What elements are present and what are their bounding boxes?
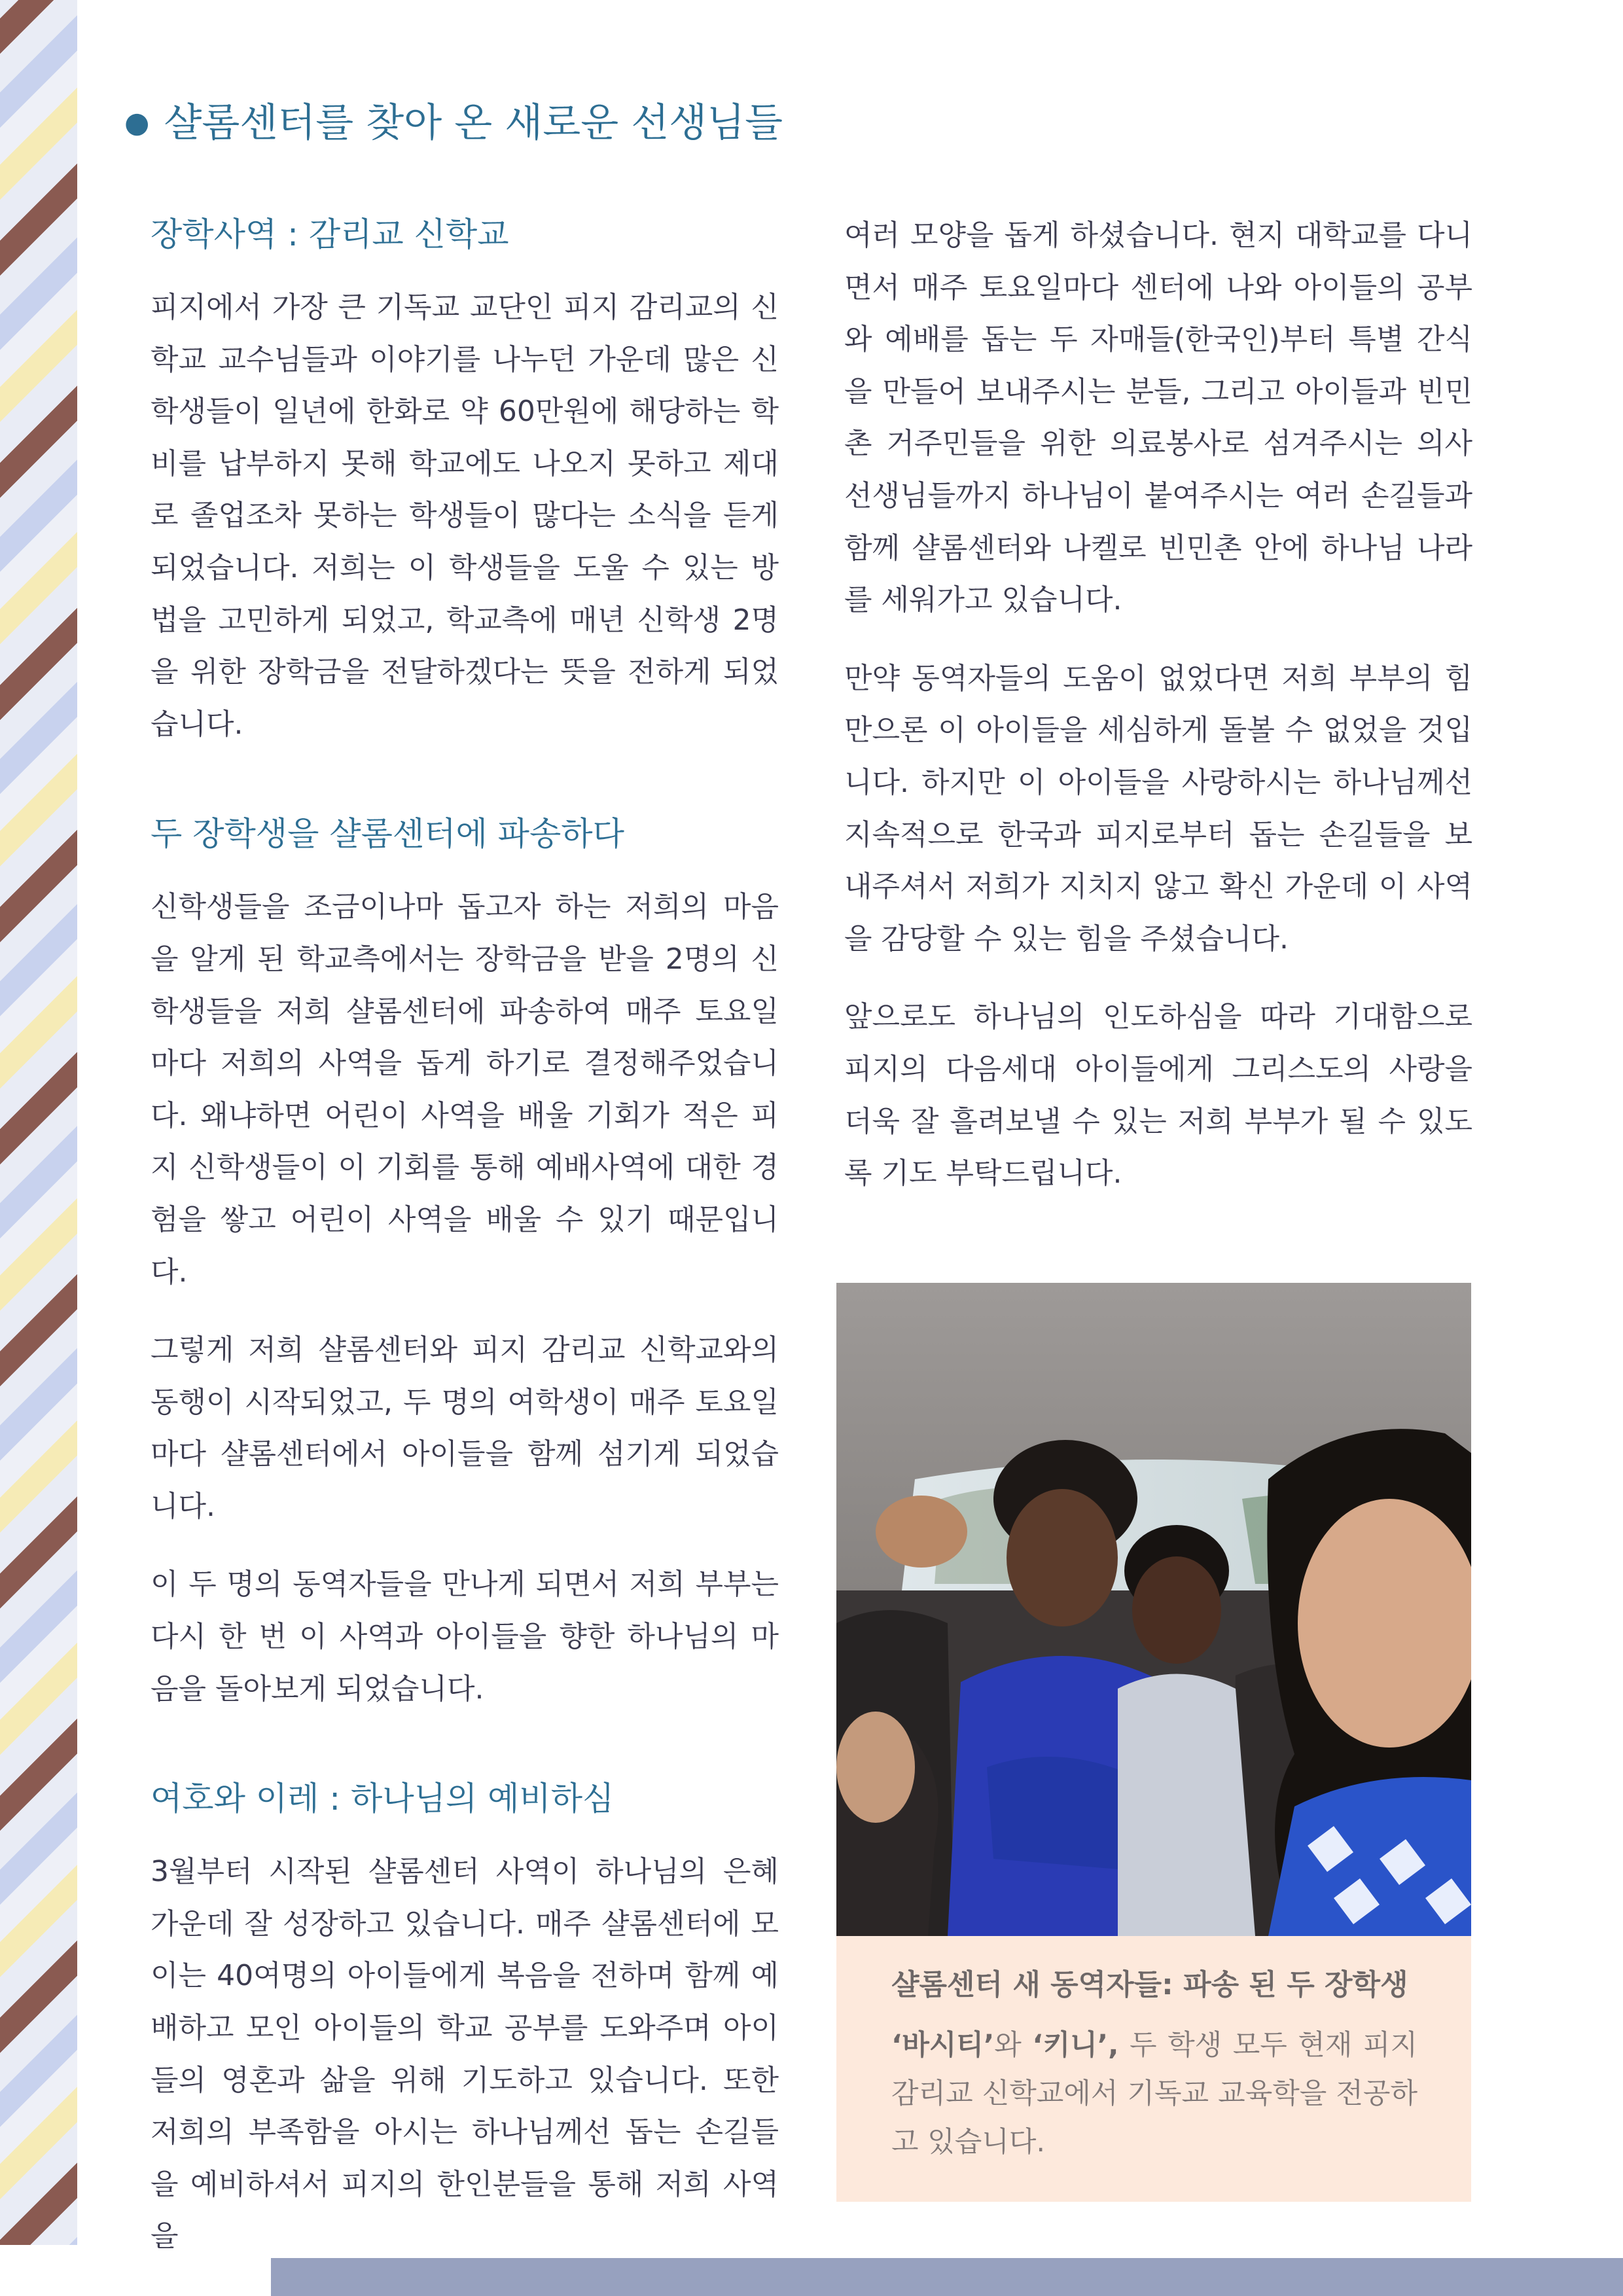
paragraph-provision: 3월부터 시작된 샬롬센터 사역이 하나님의 은혜 가운데 잘 성장하고 있습니다. 매주 샬롬센터에 모이는 40여명의 아이들에게 복음을 전하며 함께 예배하고 모인 아이들의 학교 공부를 도와주며 아이들의 영혼과 삶을 위해 기도하고 있습니다. 또한 저희의 부족함을 아시는 하나님께선 돕는 손길들을 예비하셔서 피지의 한인분들을 통해 저희 사역을 <box>151 1855 779 2253</box>
paragraph-helpers: 여러 모양을 돕게 하셨습니다. 현지 대학교를 다니면서 매주 토요일마다 센터에 나와 아이들의 공부와 예배를 돕는 두 자매들(한국인)부터 특별 간식을 만들어 보내주시는 분들, 그리고 아이들과 빈민촌 거주민들을 위한 의료봉사로 섬겨주시는 의사 선생님들까지 하나님이 붙여주시는 여러 손길들과 함께 샬롬센터와 나켈로 빈민촌 안에 하나님 나라를 세워가고 있습니다. <box>844 219 1472 617</box>
right-column <box>844 209 1472 1226</box>
footer-bar <box>271 2258 1623 2296</box>
paragraph-prayer-request: 앞으로도 하나님의 인도하심을 따라 기대함으로 피지의 다음세대 아이들에게 그리스도의 사랑을 더욱 잘 흘려보낼 수 있는 저희 부부가 될 수 있도록 기도 부탁드립니다. <box>844 1000 1472 1191</box>
paragraph-gratitude: 만약 동역자들의 도움이 없었다면 저희 부부의 힘만으론 이 아이들을 세심하게 돌볼 수 없었을 것입니다. 하지만 이 아이들을 사랑하시는 하나님께선 지속적으로 한국과 피지로부터 돕는 손길들을 보내주셔서 저희가 지치지 않고 확신 가운데 이 사역을 감당할 수 있는 힘을 주셨습니다. <box>844 661 1472 956</box>
paragraph-dispatch-2: 그렇게 저희 샬롬센터와 피지 감리교 신학교와의 동행이 시작되었고, 두 명의 여학생이 매주 토요일마다 샬롬센터에서 아이들을 함께 섬기게 되었습니다. <box>151 1333 779 1523</box>
photo-car-selfie <box>836 1283 1471 1936</box>
section-heading-dispatch: 두 장학생을 샬롬센터에 파송하다 <box>151 815 624 853</box>
caption-title: 샬롬센터 새 동역자들: 파송 된 두 장학생 <box>891 1968 1408 2001</box>
photo-caption <box>836 1936 1471 2202</box>
caption-name-vasiti: ‘바시티’ <box>891 2029 995 2062</box>
left-column <box>151 209 779 2289</box>
caption-conjunction: 와 <box>994 2029 1033 2062</box>
paragraph-dispatch-3: 이 두 명의 동역자들을 만나게 되면서 저희 부부는 다시 한 번 이 사역과 아이들을 향한 하나님의 마음을 돌아보게 되었습니다. <box>151 1568 779 1706</box>
bullet-icon: ● <box>124 106 150 139</box>
decorative-stripe-border <box>0 0 77 2245</box>
caption-body-text: 두 학생 모두 현재 피지 감리교 신학교에서 기독교 교육학을 전공하고 있습니다. <box>891 2029 1418 2159</box>
paragraph-scholarship: 피지에서 가장 큰 기독교 교단인 피지 감리교의 신학교 교수님들과 이야기를 나누던 가운데 많은 신학생들이 일년에 한화로 약 60만원에 해당하는 학비를 납부하지 못해 학교에도 나오지 못하고 제대로 졸업조차 못하는 학생들이 많다는 소식을 듣게 되었습니다. 저희는 이 학생들을 도울 수 있는 방법을 고민하게 되었고, 학교측에 매년 신학생 2명을 위한 장학금을 전달하겠다는 뜻을 전하게 되었습니다. <box>151 291 779 741</box>
caption-body <box>891 2021 1418 2166</box>
page-title-text: 샬롬센터를 찾아 온 새로운 선생님들 <box>164 100 783 146</box>
page-title <box>124 92 783 148</box>
section-heading-scholarship: 장학사역 : 감리교 신학교 <box>151 215 509 253</box>
section-heading-provision: 여호와 이레 : 하나님의 예비하심 <box>151 1780 615 1818</box>
caption-name-kini: ‘키니’, <box>1032 2029 1119 2062</box>
paragraph-dispatch-1: 신학생들을 조금이나마 돕고자 하는 저희의 마음을 알게 된 학교측에서는 장학금을 받을 2명의 신학생들을 저희 샬롬센터에 파송하여 매주 토요일마다 저희의 사역을 돕게 하기로 결정해주었습니다. 왜냐하면 어린이 사역을 배울 기회가 적은 피지 신학생들이 이 기회를 통해 예배사역에 대한 경험을 쌓고 어린이 사역을 배울 수 있기 때문입니다. <box>151 890 779 1289</box>
